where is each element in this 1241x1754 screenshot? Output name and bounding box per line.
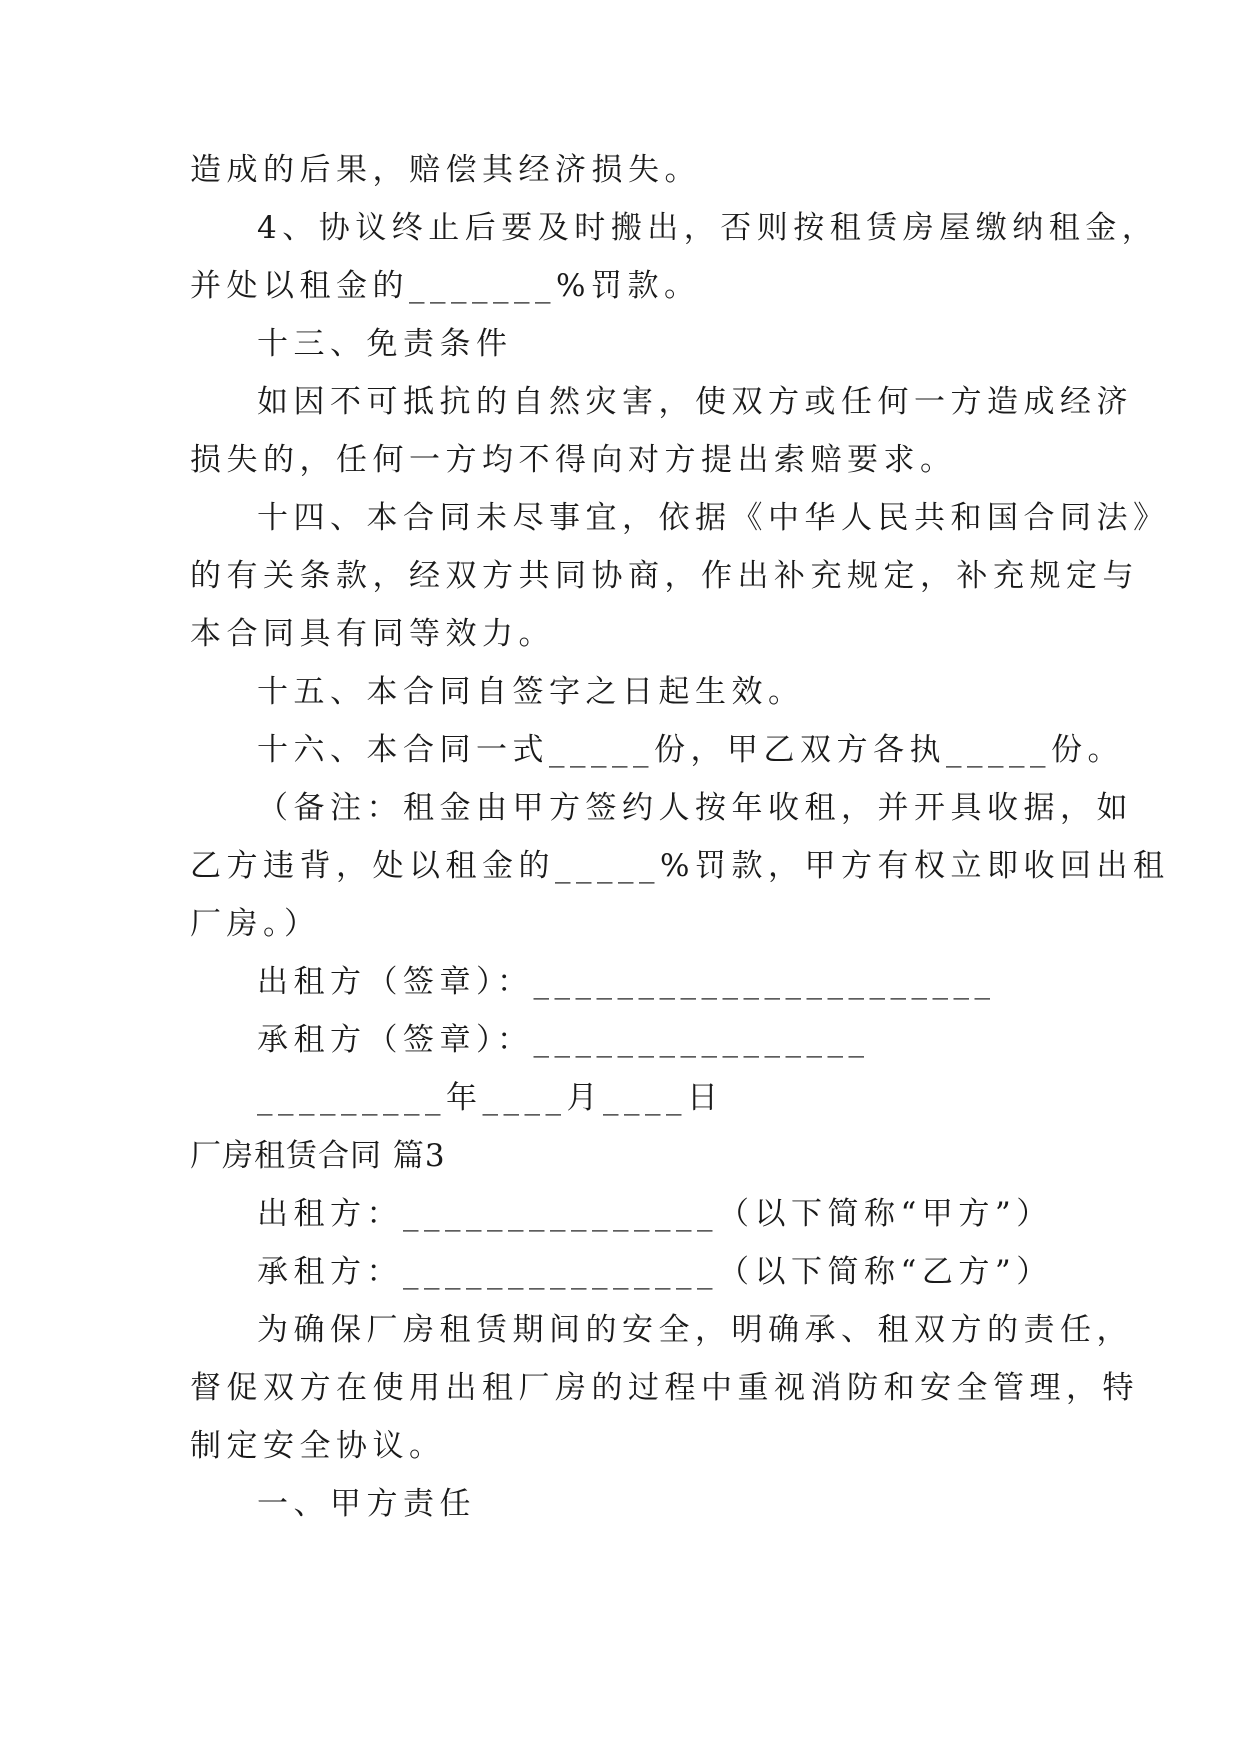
party-b-line: 承租方：_______________（以下简称“乙方”） <box>257 1254 1053 1290</box>
intro-line: 为确保厂房租赁期间的安全，明确承、租双方的责任， <box>257 1312 1133 1348</box>
intro-line: 制定安全协议。 <box>190 1428 446 1464</box>
paragraph-line: 并处以租金的_______%罚款。 <box>190 268 701 304</box>
paragraph-line: 的有关条款，经双方共同协商，作出补充规定，补充规定与 <box>190 558 1139 594</box>
remark-line: 厂房。） <box>190 906 321 942</box>
section-1-heading: 一、甲方责任 <box>257 1486 476 1522</box>
remark-line: （备注：租金由甲方签约人按年收租，并开具收据，如 <box>257 790 1133 826</box>
section-14-line: 十四、本合同未尽事宜，依据《中华人民共和国合同法》 <box>257 500 1170 536</box>
paragraph-line: 如因不可抵抗的自然灾害，使双方或任何一方造成经济 <box>257 384 1133 420</box>
remark-line: 乙方违背，处以租金的_____%罚款，甲方有权立即收回出租 <box>190 848 1170 884</box>
paragraph-line: 本合同具有同等效力。 <box>190 616 555 652</box>
section-16-line: 十六、本合同一式_____份，甲乙双方各执_____份。 <box>257 732 1124 768</box>
intro-line: 督促双方在使用出租厂房的过程中重视消防和安全管理，特 <box>190 1370 1139 1406</box>
party-a-line: 出租方：_______________（以下简称“甲方”） <box>257 1196 1053 1232</box>
section-13-heading: 十三、免责条件 <box>257 326 513 362</box>
lessee-signature-line: 承租方（签章）：________________ <box>257 1022 870 1058</box>
contract-3-title: 厂房租赁合同 篇3 <box>190 1138 446 1174</box>
paragraph-line: 造成的后果，赔偿其经济损失。 <box>190 152 701 188</box>
clause-4-line: 4、协议终止后要及时搬出，否则按租赁房屋缴纳租金， <box>257 210 1159 246</box>
lessor-signature-line: 出租方（签章）：______________________ <box>257 964 996 1000</box>
paragraph-line: 损失的，任何一方均不得向对方提出索赔要求。 <box>190 442 957 478</box>
section-15-line: 十五、本合同自签字之日起生效。 <box>257 674 805 710</box>
date-line: _________年____月____日 <box>257 1080 724 1116</box>
